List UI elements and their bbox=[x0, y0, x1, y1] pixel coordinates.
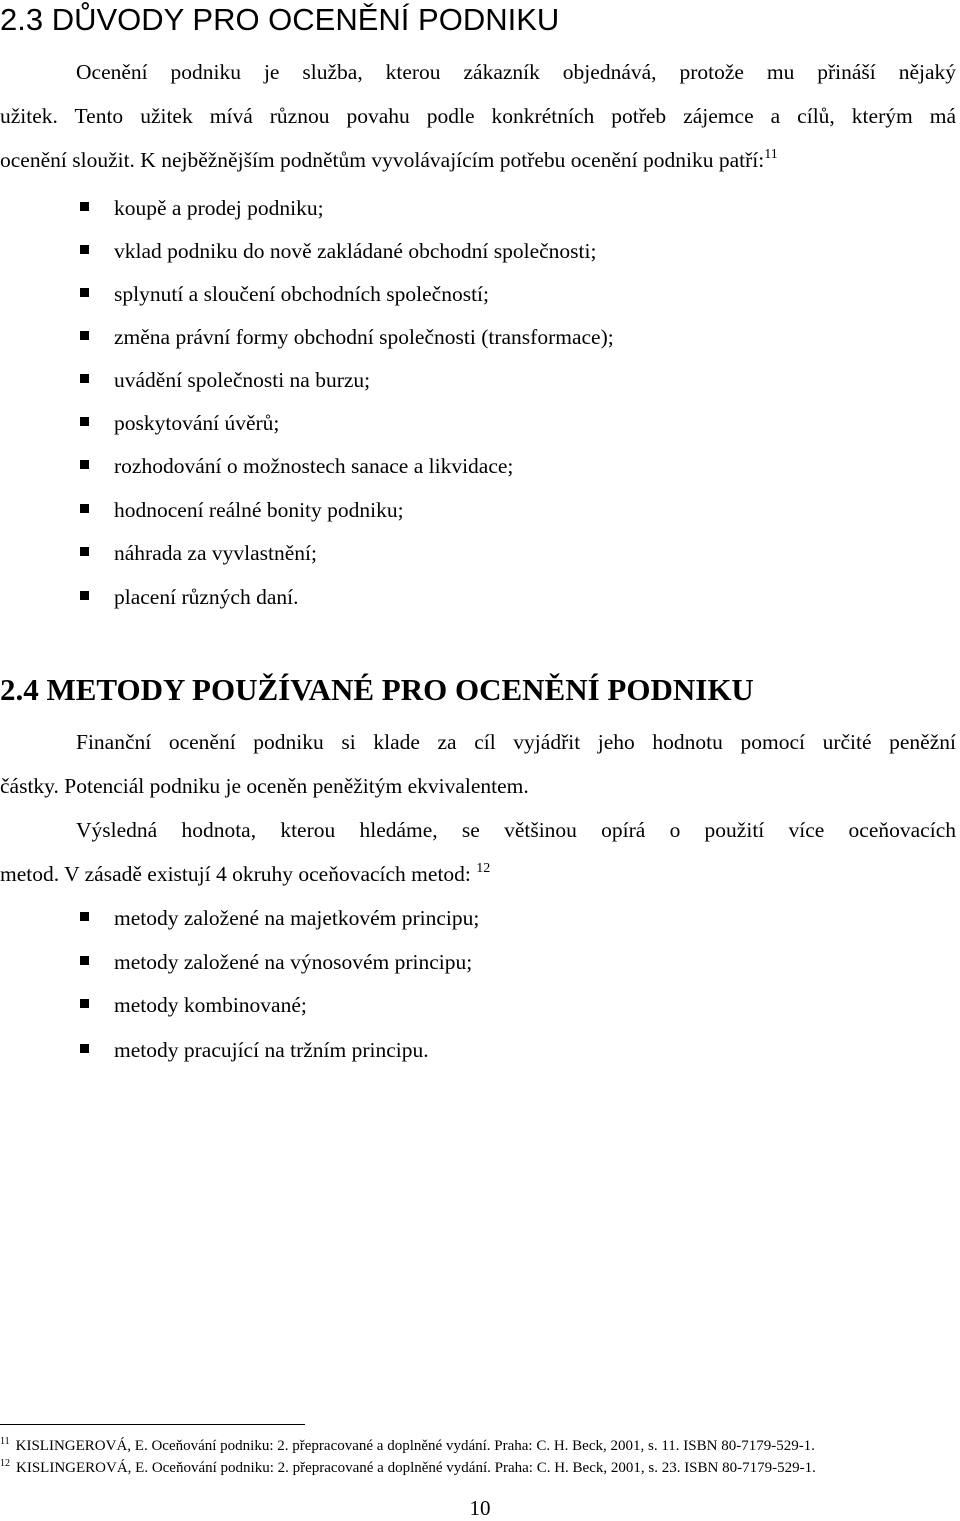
bullet-icon bbox=[80, 288, 89, 297]
bullet-icon bbox=[80, 331, 89, 340]
footnote-reference: 12 bbox=[476, 861, 491, 876]
paragraph-line: částky. Potenciál podniku je oceněn peněžitým ekvivalentem. bbox=[0, 774, 529, 798]
paragraph-line bbox=[0, 860, 490, 888]
bullet-icon bbox=[80, 245, 89, 254]
paragraph-line: užitek. Tento užitek mívá různou povahu podle konkrétních potřeb zájemce a cílů, kterým má bbox=[0, 104, 956, 128]
bullet-icon bbox=[80, 591, 89, 600]
page-number: 10 bbox=[469, 1496, 491, 1520]
section-heading: 2.3 DŮVODY PRO OCENĚNÍ PODNIKU bbox=[0, 2, 560, 37]
footnote-separator bbox=[0, 1424, 305, 1425]
bullet-icon bbox=[80, 999, 89, 1008]
bullet-icon bbox=[80, 956, 89, 965]
paragraph-text: metod. V zásadě existují 4 okruhy oceňovacích metod: bbox=[0, 862, 471, 886]
footnote bbox=[0, 1458, 816, 1478]
paragraph-text: ocenění sloužit. K nejběžnějším podnětům vyvolávajícím potřebu ocenění podniku patří: bbox=[0, 148, 765, 172]
paragraph-line: Výsledná hodnota, kterou hledáme, se většinou opírá o použití více oceňovacích bbox=[76, 818, 956, 842]
bullet-icon bbox=[80, 1044, 89, 1053]
footnote-reference: 11 bbox=[764, 147, 778, 162]
bullet-icon bbox=[80, 504, 89, 513]
paragraph-line bbox=[0, 146, 778, 174]
bullet-icon bbox=[80, 374, 89, 383]
footnote-text: KISLINGEROVÁ, E. Oceňování podniku: 2. přepracované a doplněné vydání. Praha: C. H. Beck, 2001, s. 11. ISBN 80-7179-529-1. bbox=[15, 1438, 815, 1454]
section-heading: 2.4 METODY POUŽÍVANÉ PRO OCENĚNÍ PODNIKU bbox=[0, 672, 754, 707]
footnote-number: 12 bbox=[0, 1458, 10, 1469]
paragraph-line: Ocenění podniku je služba, kterou zákazník objednává, protože mu přináší nějaký bbox=[76, 60, 956, 84]
document-page: 2.3 DŮVODY PRO OCENĚNÍ PODNIKU Ocenění podniku je služba, kterou zákazník objednává, protože mu přináší nějaký užitek. Tento užitek mívá různou povahu podle konkrétních potřeb zájemce a cílů, kterým má ocenění sloužit. K nejběžnějším podnětům vyvolávajícím potřebu ocenění podniku patří:$^{11}$ koupě a prodej podniku; vklad podniku do nově zakládané obchodní společnosti; splynutí a sloučení obchodních společností; změna právní formy obchodní společnosti (transformace); uvádění společnosti na burzu; poskytování úvěrů; rozhodování o možnostech sanace a likvidace; hodnocení reálné bonity podniku; náhrada za vyvlastnění; placení různých daní. 2.4 METODY POUŽÍVANÉ PRO OCENĚNÍ PODNIKU Finanční ocenění podniku si klade za cíl vyjádřit jeho hodnotu pomocí určité peněžní částky. Potenciál podniku je oceněn peněžitým ekvivalentem. Výsledná hodnota, kterou hledáme, se většinou opírá o použití více oceňovacích metod. V zásadě existují 4 okruhy oceňovacích metod: $^{12}$ metody založené na majetkovém principu; metody založené na výnosovém principu; metody kombinované; metody pracující na tržním principu. $^{11}$ KISLINGEROVÁ, E. Oceňování podniku: 2. přepracované a doplněné vydání. Praha: C. H. Beck, 2001, s. 11. ISBN 80-7179-529-1. $^{12}$ KISLINGEROVÁ, E. Oceňování podniku: 2. přepracované a doplněné vydání. Praha: C. H. Beck, 2001, s. 23. ISBN 80-7179-529-1. 10 bbox=[0, 0, 960, 1519]
footnote-number: 11 bbox=[0, 1436, 10, 1447]
bullet-icon bbox=[80, 202, 89, 211]
bullet-icon bbox=[80, 417, 89, 426]
footnote bbox=[0, 1436, 815, 1456]
bullet-icon bbox=[80, 460, 89, 469]
bullet-icon bbox=[80, 547, 89, 556]
bullet-icon bbox=[80, 912, 89, 921]
paragraph-line: Finanční ocenění podniku si klade za cíl vyjádřit jeho hodnotu pomocí určité peněžní bbox=[76, 730, 956, 754]
footnote-text: KISLINGEROVÁ, E. Oceňování podniku: 2. přepracované a doplněné vydání. Praha: C. H. Beck, 2001, s. 23. ISBN 80-7179-529-1. bbox=[16, 1460, 816, 1476]
